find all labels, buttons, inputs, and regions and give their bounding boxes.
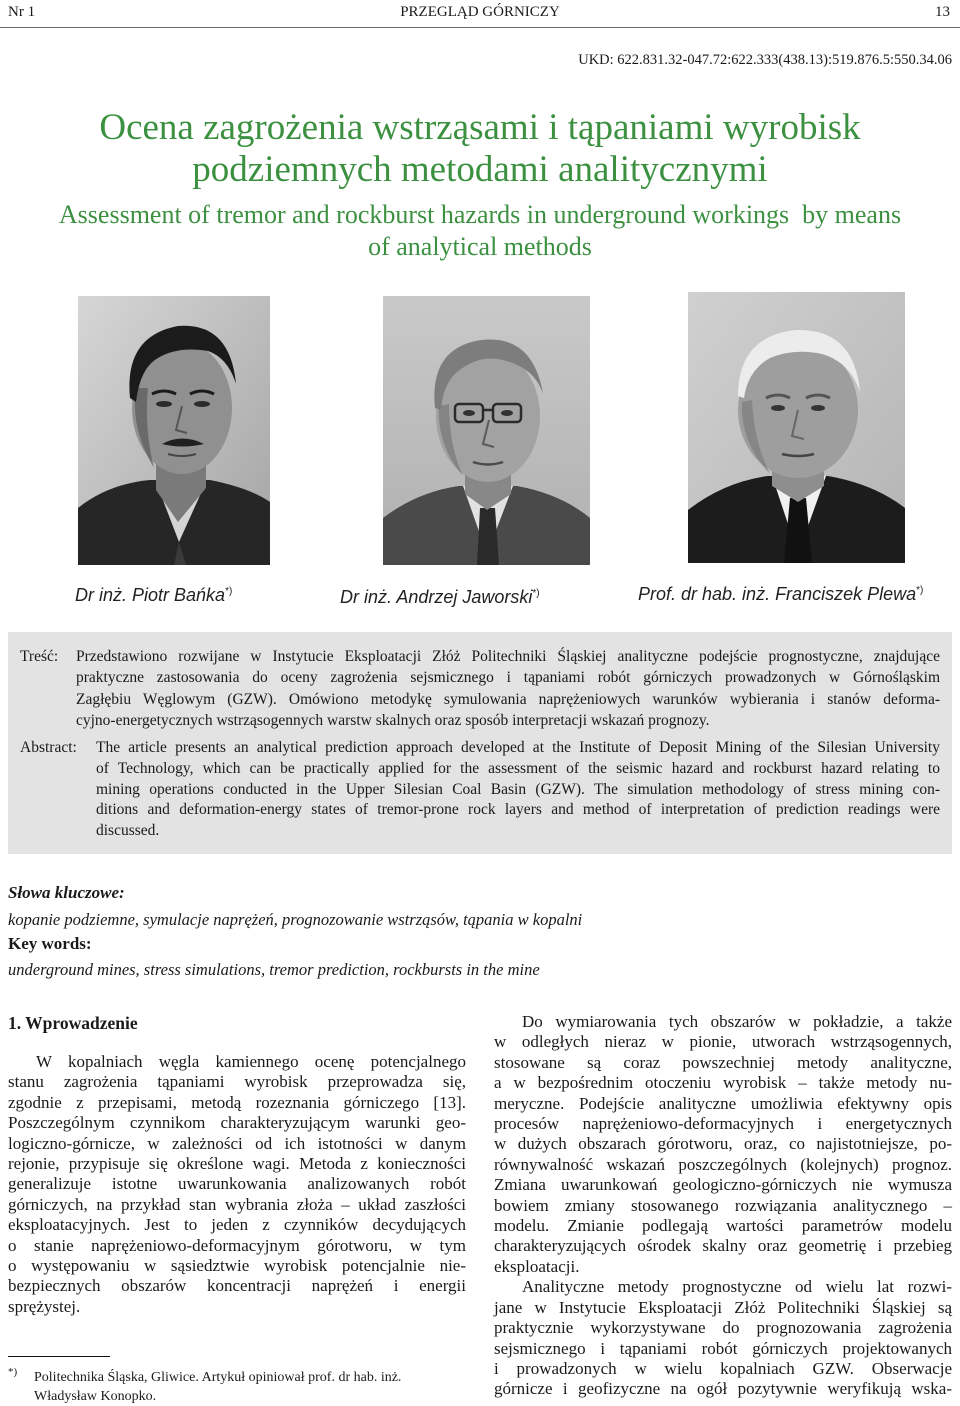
author-name: Dr inż. Andrzej Jaworski [340, 587, 533, 607]
text-line: Analityczne metody prognostyczne od wielu lat rozwi- [522, 1277, 952, 1297]
keywords-polish: kopanie podziemne, symulacje naprężeń, prognozowanie wstrząsów, tąpania w kopalni [8, 910, 583, 929]
footnote-mark: *) [916, 585, 924, 596]
text-line: stanu zagrożenia tąpaniami wyrobisk przeprowadza się, [8, 1072, 466, 1092]
title-english [8, 199, 952, 263]
keywords-label-polish: Słowa kluczowe: [8, 883, 125, 902]
text-line: charakteryzujących ośrodek skalny oraz geometrię i przebieg [494, 1236, 952, 1256]
text-line: o stanie naprężeniowo-deformacyjnym górotworu, w tym [8, 1235, 466, 1255]
keywords-english: underground mines, stress simulations, tremor prediction, rockbursts in the mine [8, 960, 540, 979]
text-line: Przedstawiono rozwijane w Instytucie Eksploatacji Złóż Politechniki Śląskiej analityczne podejście prognostyczne, znajdujące [76, 648, 940, 665]
text-line: eksploatacyjnych. Jest to jeden z czynników decydujących [8, 1215, 466, 1235]
text-line: of Technology, which can be practically applied for the assessment of the seismic hazard and rockburst hazard relating to [96, 759, 940, 777]
text-line: mining operations conducted in the Upper Silesian Coal Basin (GZW). The simulation methodology of stress mining con- [96, 780, 940, 798]
text-line: górnicze i geofizyczne na ogół pozytywnie weryfikują wska- [494, 1379, 952, 1399]
text-line: modelu. Zmianie podlegają wartości parametrów modelu [494, 1216, 952, 1236]
text-line: bowiem zmiany stosowanego rozwiązania analitycznego – [494, 1195, 952, 1215]
column-left [8, 1052, 466, 1317]
author-caption [638, 580, 923, 605]
keywords-label-english: Key words: [8, 934, 92, 953]
text-line: sejsmicznego i tąpaniami robót górniczych projektowanych [494, 1338, 952, 1358]
text-line: jane w Instytucie Eksploatacji Złóż Politechniki Śląskiej są [494, 1297, 952, 1317]
text-line: logiczno-górnicze, w zależności od ich istotności w danym [8, 1133, 466, 1153]
text-line: bezpiecznych obszarów koncentracji naprężeń i energii [8, 1276, 466, 1296]
text-line: The article presents an analytical prediction approach developed at the Institute of Deposit Mining of the Silesian University [96, 739, 940, 756]
header-divider [0, 27, 960, 28]
text-line: rejonie, przypisuje się określone wagi. Metoda z konieczności [8, 1154, 466, 1174]
text-line: w dużych obszarach górotworu, oraz, co najistotniejsze, po- [494, 1134, 952, 1154]
author-name: Prof. dr hab. inż. Franciszek Plewa [638, 584, 917, 604]
footnote-text [34, 1368, 554, 1406]
text-line: Zagłębiu Węglowym (GZW). Omówiono metodykę symulowania naprężeniowych warunków wybierania i stanów deforma- [76, 690, 940, 708]
portrait-image [383, 296, 590, 565]
text-line: eksploatacji. [494, 1256, 580, 1276]
text-line: Poszczególnym czynnikom charakteryzującym warunki geo- [8, 1113, 466, 1133]
summary-text-english [96, 738, 940, 842]
author-name: Dr inż. Piotr Bańka [75, 585, 226, 605]
text-line: meryczne. Podejście analityczne umożliwia efektywny opis [494, 1093, 952, 1113]
summary-label-english: Abstract: [20, 739, 77, 756]
title-line: podziemnych metodami analitycznymi [192, 149, 768, 190]
title-line: of analytical methods [368, 232, 592, 261]
text-line: W kopalniach węgla kamiennego ocenę potencjalnego [36, 1052, 466, 1071]
text-line: Do wymiarowania tych obszarów w pokładzie, a także [522, 1012, 952, 1031]
title-polish [8, 107, 952, 191]
text-line: a w bezpośrednim otoczeniu wyrobisk – także metody nu- [494, 1073, 952, 1093]
footnote-mark: *) [8, 1366, 18, 1378]
column-right [494, 1012, 952, 1400]
summary-box [8, 632, 952, 854]
author-caption [75, 581, 232, 606]
text-line: generalizuje istotne uwarunkowania analizowanych robót [8, 1174, 466, 1194]
title-line: Assessment of tremor and rockburst hazards in underground workings by means [58, 200, 902, 229]
footnote-divider [8, 1356, 110, 1357]
summary-text-polish [76, 646, 940, 731]
section-heading: 1. Wprowadzenie [8, 1013, 138, 1033]
page-number: 13 [935, 4, 950, 20]
text-line: discussed. [96, 822, 160, 840]
text-line: zgodnie z przepisami, metodą rozeznania górniczego [13]. [8, 1092, 466, 1112]
journal-name: PRZEGLĄD GÓRNICZY [400, 4, 560, 20]
text-line: procesów naprężeniowo-deformacyjnych i energetycznych [494, 1114, 952, 1134]
author-photo-banka [78, 296, 270, 565]
author-photo-plewa [688, 292, 905, 563]
footnote-mark: *) [532, 588, 540, 599]
text-line: sprężystej. [8, 1296, 81, 1316]
text-line: Zmiana uwarunkowań geologiczno-górniczych nie wymusza [494, 1175, 952, 1195]
text-line: praktycznie wykorzystywane do prognozowania zagrożenia [494, 1318, 952, 1338]
author-photo-jaworski [383, 296, 590, 565]
text-line: o występowaniu w sąsiedztwie wyrobisk potencjalnie nie- [8, 1256, 466, 1276]
text-line: i prowadzonych w wielu kopalniach GZW. Obserwacje [494, 1358, 952, 1378]
text-line: w odległych nieraz w pionie, utworach wstrząsogennych, [494, 1032, 952, 1052]
ukd-classification: UKD: 622.831.32-047.72:622.333(438.13):519.876.5:550.34.06 [578, 52, 952, 68]
text-line: stosowane są coraz powszechniej metody analityczne, [494, 1052, 952, 1072]
text-line: górniczych, na przykład stan wybrania złoża – układ zaszłości [8, 1194, 466, 1214]
title-line: Ocena zagrożenia wstrząsami i tąpaniami wyrobisk [99, 107, 861, 148]
author-caption [340, 583, 540, 608]
text-line: równywalność wskazań poszczególnych (kolejnych) prognoz. [494, 1154, 952, 1174]
text-line: ditions and deformation-energy states of tremor-prone rock layers and method of interpretation of prediction readings were [96, 801, 940, 819]
footnote-line: Politechnika Śląska, Gliwice. Artykuł opiniował prof. dr hab. inż. [34, 1370, 402, 1385]
portrait-image [688, 292, 905, 563]
footnote-mark: *) [225, 586, 233, 597]
footnote-line: Władysław Konopko. [34, 1389, 157, 1404]
text-line: cyjno-energetycznych wstrząsogennych warstw skalnych oraz sposób interpretacji wskazań prognozy. [76, 711, 710, 729]
portrait-image [78, 296, 270, 565]
text-line: praktyczne zastosowania do oceny zagrożenia sejsmicznego i tąpaniami robót górniczych prowadzonych w Górnośląskim [76, 669, 940, 687]
issue-number: Nr 1 [8, 4, 36, 20]
summary-label-polish: Treść: [20, 648, 59, 665]
